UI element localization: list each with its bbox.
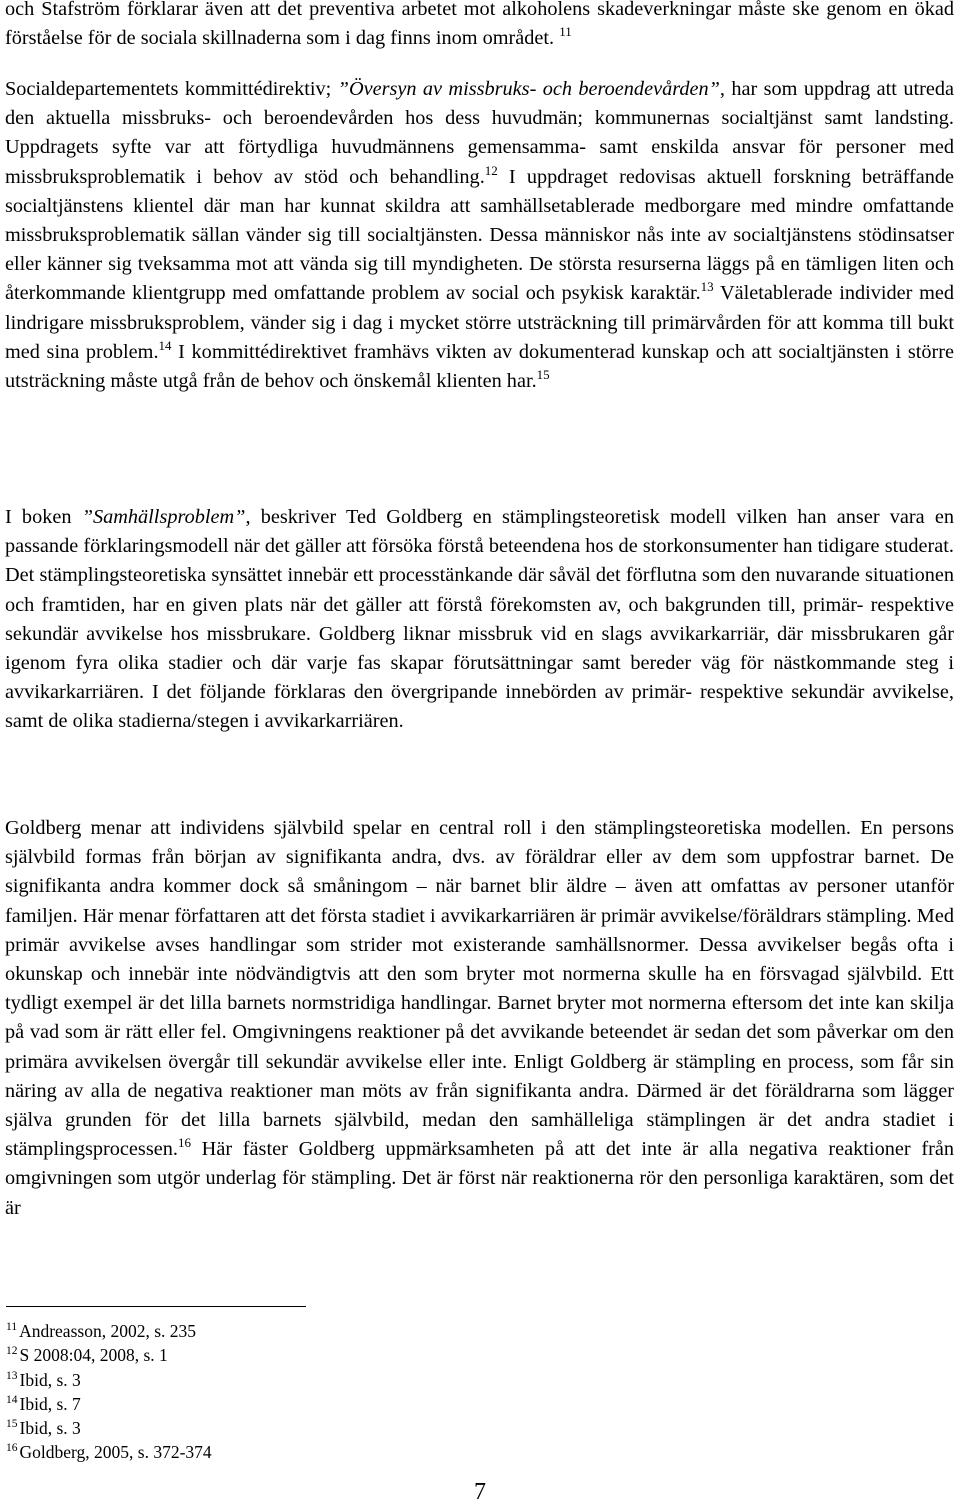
footnote-ref-12: 12 <box>484 162 498 178</box>
footnote-text: Goldberg, 2005, s. 372-374 <box>19 1442 212 1463</box>
footnote-text: S 2008:04, 2008, s. 1 <box>19 1345 168 1366</box>
paragraph-3-text-b: , beskriver Ted Goldberg en stämplingsteoretisk modell vilken han anser vara en passande förklaringsmodell när det gäller att försöka förstå beteendena hos de storkonsumenter han tidigare studerat. Det stämplingsteoretiska synsättet innebär ett processtänkande där såväl det förflutna som den nuvarande situationen och framtiden, har en given plats när det gäller att förstå förekomsten av, och bakgrunden till, primär- respektive sekundär avvikelse hos missbrukare. Goldberg liknar missbruk vid en slags avvikarkarriär, där missbrukaren går igenom fyra olika stadier och där varje fas skapar förutsättningar samt bereder väg för nästkommande steg i avvikarkarriären. I det följande förklaras den övergripande innebörden av primär- respektive sekundär avvikelse, samt de olika stadierna/stegen i avvikarkarriären. <box>5 506 954 733</box>
footnote-number: 11 <box>6 1321 18 1333</box>
paragraph-3-text-a: I boken <box>5 506 82 528</box>
paragraph-4-text-a: Goldberg menar att individens självbild spelar en central roll i den stämplingsteoretiska modellen. En persons självbild formas från början av signifikanta andra, dvs. av föräldrar eller av dem som uppfostrar barnet. De signifikanta andra kommer dock så småningom – när barnet blir äldre – även att omfattas av personer utanför familjen. Här menar författaren att det första stadiet i avvikarkarriären är primär avvikelse/föräldrars stämpling. Med primär avvikelse avses handlingar som strider mot existerande samhällsnormer. Dessa avvikelser begås ofta i okunskap och innebär inte nödvändigtvis att den som bryter mot normerna skulle ha en försvagad självbild. Ett tydligt exempel är det lilla barnets normstridiga handlingar. Barnet bryter mot normerna eftersom det inte kan skilja på vad som är rätt eller fel. Omgivningens reaktioner på det avvikande beteendet är sedan det som påverkar om den primära avvikelsen övergår till sekundär avvikelse eller inte. Enligt Goldberg är stämpling en process, som får sin näring av alla de negativa reaktioner man möts av från signifikanta andra. Därmed är det föräldrarna som lägger själva grunden för det lilla barnets självbild, medan den samhälleliga stämplingen är det andra stadiet i stämplingsprocessen. <box>5 817 954 1161</box>
footnote-ref-11: 11 <box>559 24 572 40</box>
paragraph-2-text-d: Väletablerade individer med lindrigare missbruksproblem, vänder sig i dag i mycket större utsträckning till primärvården för att komma till bukt med sina problem. <box>5 282 954 363</box>
paragraph-4 <box>5 814 954 1223</box>
footnote-ref-13: 13 <box>700 279 714 295</box>
paragraph-4-text-b: Här fäster Goldberg uppmärksamheten på att det inte är alla negativa reaktioner från omgivningen som utgör underlag för stämpling. Det är först när reaktionerna rör den personliga karaktären, som det är <box>5 1138 954 1219</box>
paragraph-2-text-b: , har som uppdrag att utreda den aktuella missbruks- och beroendevården hos dess huvudmän; kommunernas socialtjänst samt landsting. Uppdragets syfte var att förtydliga huvudmännens gemensamma- samt enskilda ansvar för personer med missbruksproblematik i behov av stöd och behandling. <box>5 78 955 188</box>
footnote-number: 15 <box>6 1418 18 1431</box>
paragraph-2-text-e: I kommittédirektivet framhävs vikten av dokumenterad kunskap och att socialtjänsten i större utsträckning måste utgå från de behov och önskemål klienten har. <box>5 340 954 393</box>
footnote-ref-16: 16 <box>177 1135 191 1151</box>
footnote-item <box>6 1319 212 1343</box>
book-title: ”Samhällsproblem” <box>81 506 246 528</box>
paragraph-1-text: och Stafström förklarar även att det preventiva arbetet mot alkoholens skadeverkningar måste ske genom en ökad förståelse för de sociala skillnaderna som i dag finns inom området. <box>5 0 954 50</box>
footnote-ref-14: 14 <box>158 337 172 353</box>
footnote-number: 12 <box>6 1345 18 1358</box>
paragraph-2-text-c: I uppdraget redovisas aktuell forskning beträffande socialtjänstens klientel där man har kunnat skildra att samhällsetablerade medborgare med mindre omfattande missbruksproblematik sällan vänder sig till socialtjänsten. Dessa människor nås inte av socialtjänstens stödinsatser eller känner sig tveksamma mot att vända sig till myndigheten. De största resurserna läggs på en tämligen liten och återkommande klientgrupp med omfattande problem av social och psykisk karaktär. <box>5 165 954 305</box>
footnote-text: Ibid, s. 3 <box>19 1418 81 1439</box>
footnote-number: 16 <box>6 1442 18 1455</box>
paragraph-2-text-a: Socialdepartementets kommittédirektiv; <box>5 78 338 100</box>
footnote-number: 13 <box>6 1369 18 1382</box>
footnote-text: Andreasson, 2002, s. 235 <box>19 1321 197 1341</box>
footnote-ref-15: 15 <box>536 367 550 383</box>
paragraph-3 <box>5 503 954 737</box>
footnote-number: 14 <box>6 1393 18 1406</box>
footnote-divider <box>6 1306 306 1307</box>
footnote-item <box>6 1368 212 1392</box>
footnote-item <box>6 1392 212 1416</box>
paragraph-2 <box>5 75 954 396</box>
page-number: 7 <box>474 1479 486 1505</box>
footnote-item <box>6 1416 212 1440</box>
footnote-item <box>6 1440 212 1464</box>
directive-title: ”Översyn av missbruks- och beroendevården” <box>337 78 720 100</box>
footnote-item <box>6 1343 212 1367</box>
footnote-text: Ibid, s. 7 <box>19 1393 81 1414</box>
footnote-list <box>6 1319 212 1465</box>
paragraph-1 <box>5 0 954 53</box>
footnote-text: Ibid, s. 3 <box>19 1369 81 1390</box>
